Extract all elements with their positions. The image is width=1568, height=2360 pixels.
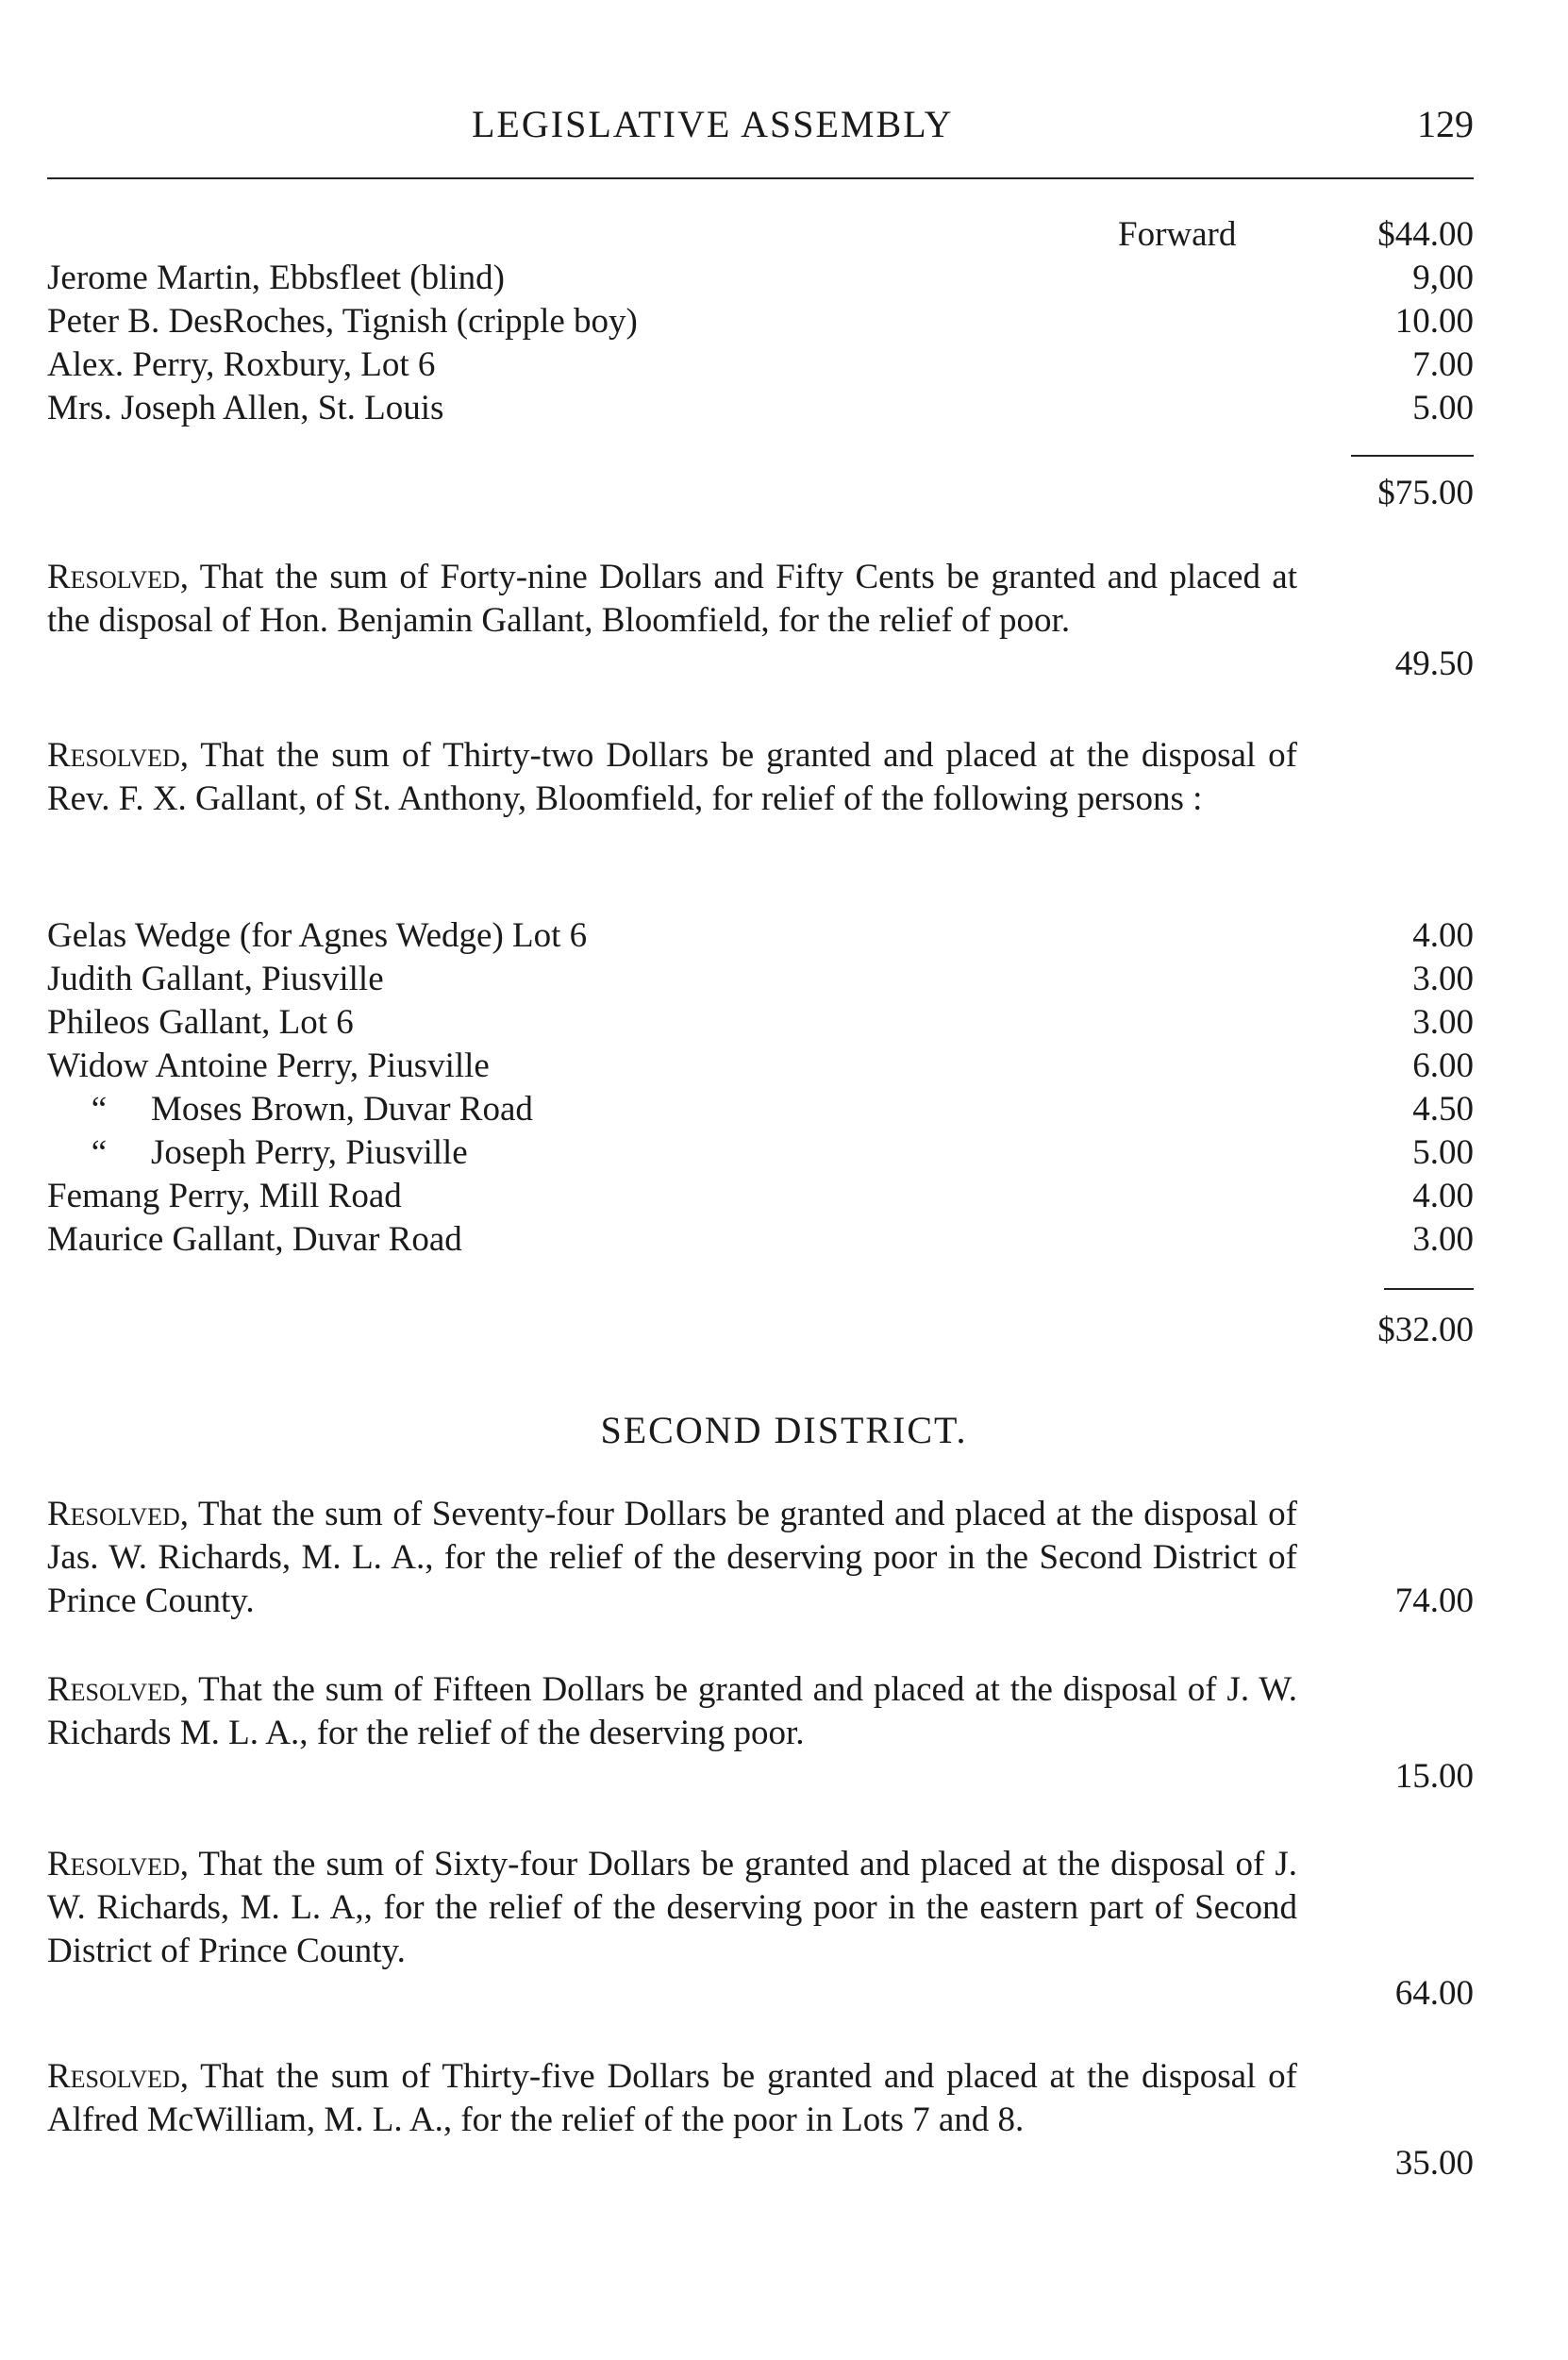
resolution-paragraph <box>47 1493 1297 1623</box>
resolution-paragraph <box>47 734 1297 821</box>
resolution-text: , That the sum of Thirty-five Dollars be granted and placed at the disposal of Alfred McWilliam, M. L. A., for the relief of the poor in Lots 7 and 8. <box>47 2057 1297 2139</box>
block-total: $75.00 <box>1377 474 1474 512</box>
forward-amount: $44.00 <box>1377 215 1474 254</box>
resolution-text: , That the sum of Sixty-four Dollars be granted and placed at the disposal of J. W. Richards, M. L. A,, for the relief of the deserving poor in the eastern part of Second District of Prince County. <box>47 1845 1297 1970</box>
relief-amount: 9,00 <box>1412 259 1474 297</box>
relief-amount: 10.00 <box>1394 302 1474 341</box>
page-header <box>0 102 1568 155</box>
relief-entry: Phileos Gallant, Lot 6 <box>47 1003 354 1042</box>
relief-entry: “ Moses Brown, Duvar Road <box>47 1088 533 1131</box>
resolution-amount: 49.50 <box>1394 644 1474 683</box>
relief-entry: “ Joseph Perry, Piusville <box>47 1131 468 1175</box>
resolved-lead: Resolved <box>47 1495 180 1533</box>
resolution-text: , That the sum of Forty-nine Dollars and Fifty Cents be granted and placed at the disposal of Hon. Benjamin Gallant, Bloomfield, for the relief of poor. <box>47 558 1297 640</box>
resolution-text: , That the sum of Seventy-four Dollars be granted and placed at the disposal of Jas. W. Richards, M. L. A., for the relief of the deserving poor in the Second District of Prince County. <box>47 1495 1297 1620</box>
resolution-paragraph <box>47 1668 1297 1755</box>
relief-amount: 3.00 <box>1412 960 1474 998</box>
relief-amount: 5.00 <box>1412 389 1474 427</box>
resolution-paragraph <box>47 556 1297 643</box>
running-title: LEGISLATIVE ASSEMBLY <box>472 103 954 145</box>
section-heading: SECOND DISTRICT. <box>600 1409 968 1451</box>
header-rule <box>47 177 1474 179</box>
relief-entry: Peter B. DesRoches, Tignish (cripple boy) <box>47 302 638 341</box>
relief-entry: Judith Gallant, Piusville <box>47 960 384 998</box>
relief-amount: 5.00 <box>1412 1133 1474 1172</box>
relief-amount: 4.00 <box>1412 916 1474 955</box>
relief-amount: 3.00 <box>1412 1003 1474 1042</box>
resolution-paragraph <box>47 2055 1297 2142</box>
resolution-amount: 35.00 <box>1394 2144 1474 2183</box>
resolution-amount: 15.00 <box>1394 1757 1474 1796</box>
resolution-amount: 74.00 <box>1394 1582 1474 1620</box>
resolution-amount: 64.00 <box>1394 1974 1474 2013</box>
sum-rule <box>1351 455 1474 457</box>
resolved-lead: Resolved <box>47 558 180 596</box>
resolved-lead: Resolved <box>47 736 180 775</box>
forward-label: Forward <box>1118 215 1237 254</box>
resolution-paragraph <box>47 1843 1297 1973</box>
relief-amount: 4.50 <box>1412 1090 1474 1129</box>
relief-amount: 7.00 <box>1412 345 1474 384</box>
sum-rule <box>1384 1288 1474 1290</box>
relief-entry: Maurice Gallant, Duvar Road <box>47 1220 462 1259</box>
relief-entry: Jerome Martin, Ebbsfleet (blind) <box>47 259 505 297</box>
resolved-lead: Resolved <box>47 1670 180 1709</box>
relief-entry: Widow Antoine Perry, Piusville <box>47 1046 490 1085</box>
relief-amount: 3.00 <box>1412 1220 1474 1259</box>
ditto-mark: “ <box>91 1133 108 1172</box>
resolution-text: , That the sum of Fifteen Dollars be granted and placed at the disposal of J. W. Richards M. L. A., for the relief of the deserving poor. <box>47 1670 1297 1752</box>
ditto-mark: “ <box>91 1090 108 1129</box>
relief-entry: Femang Perry, Mill Road <box>47 1177 402 1215</box>
relief-entry: Mrs. Joseph Allen, St. Louis <box>47 389 444 427</box>
relief-amount: 4.00 <box>1412 1177 1474 1215</box>
page-number: 129 <box>1417 103 1474 145</box>
relief-amount: 6.00 <box>1412 1046 1474 1085</box>
resolved-lead: Resolved <box>47 2057 180 2096</box>
block-total: $32.00 <box>1377 1311 1474 1349</box>
resolution-text: , That the sum of Thirty-two Dollars be granted and placed at the disposal of Rev. F. X. Gallant, of St. Anthony, Bloomfield, for relief of the following persons : <box>47 736 1297 818</box>
relief-entry: Gelas Wedge (for Agnes Wedge) Lot 6 <box>47 916 588 955</box>
resolved-lead: Resolved <box>47 1845 180 1883</box>
relief-entry: Alex. Perry, Roxbury, Lot 6 <box>47 345 436 384</box>
